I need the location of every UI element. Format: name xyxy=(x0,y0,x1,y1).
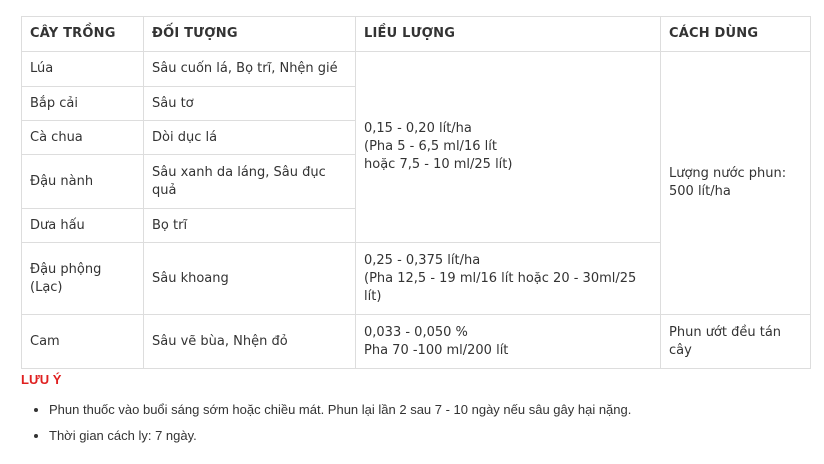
table-header-row xyxy=(22,17,811,52)
dosage-cell: 0,25 - 0,375 lít/ha (Pha 12,5 - 19 ml/16 lít hoặc 20 - 30ml/25 lít) xyxy=(356,243,661,315)
note-title: LƯU Ý xyxy=(21,372,62,387)
target-cell: Dòi dục lá xyxy=(144,121,356,155)
target-cell: Sâu khoang xyxy=(144,243,356,315)
crop-cell: Dưa hấu xyxy=(22,209,144,243)
usage-cell: Lượng nước phun: 500 lít/ha xyxy=(661,52,811,315)
header-dosage: LIỀU LƯỢNG xyxy=(356,17,661,52)
table-row xyxy=(22,52,811,87)
target-cell: Sâu xanh da láng, Sâu đục quả xyxy=(144,155,356,209)
header-target: ĐỐI TƯỢNG xyxy=(144,17,356,52)
crop-cell: Cam xyxy=(22,315,144,369)
dosage-cell: 0,15 - 0,20 lít/ha (Pha 5 - 6,5 ml/16 lít hoặc 7,5 - 10 ml/25 lít) xyxy=(356,52,661,243)
dosage-table xyxy=(21,16,811,369)
list-item: • Thời gian cách ly: 7 ngày. xyxy=(49,427,631,445)
usage-cell: Phun ướt đều tán cây xyxy=(661,315,811,369)
crop-cell: Cà chua xyxy=(22,121,144,155)
dosage-cell: 0,033 - 0,050 % Pha 70 -100 ml/200 lít xyxy=(356,315,661,369)
note-list xyxy=(31,401,631,453)
header-crop: CÂY TRỒNG xyxy=(22,17,144,52)
crop-cell: Lúa xyxy=(22,52,144,87)
header-usage: CÁCH DÙNG xyxy=(661,17,811,52)
list-item: • Phun thuốc vào buổi sáng sớm hoặc chiều mát. Phun lại lần 2 sau 7 - 10 ngày nếu sâu gây hại nặng. xyxy=(49,401,631,419)
crop-cell: Đậu nành xyxy=(22,155,144,209)
target-cell: Sâu tơ xyxy=(144,87,356,121)
target-cell: Bọ trĩ xyxy=(144,209,356,243)
crop-cell: Đậu phộng (Lạc) xyxy=(22,243,144,315)
crop-cell: Bắp cải xyxy=(22,87,144,121)
target-cell: Sâu vẽ bùa, Nhện đỏ xyxy=(144,315,356,369)
table-row xyxy=(22,315,811,369)
target-cell: Sâu cuốn lá, Bọ trĩ, Nhện gié xyxy=(144,52,356,87)
